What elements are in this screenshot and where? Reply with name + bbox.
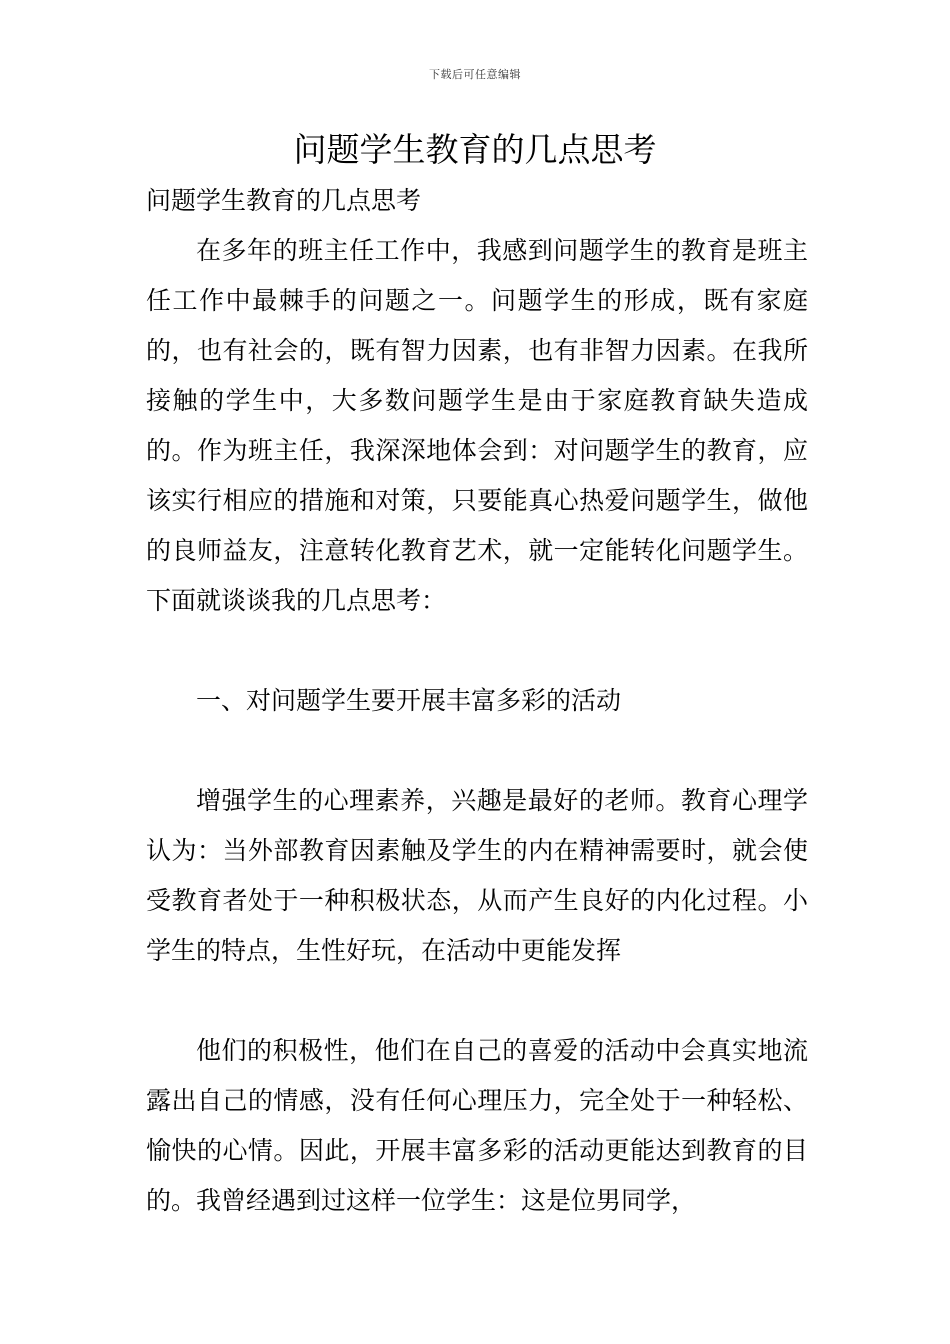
paragraph-intro: 在多年的班主任工作中，我感到问题学生的教育是班主任工作中最棘手的问题之一。问题学生的形成，既有家庭的，也有社会的，既有智力因素，也有非智力因素。在我所接触的学生中，大多数问题学生是由于家庭教育缺失造成的。作为班主任，我深深地体会到：对问题学生的教育，应该实行相应的措施和对策，只要能真心热爱问题学生，做他的良师益友，注意转化教育艺术，就一定能转化问题学生。下面就谈谈我的几点思考： <box>146 236 808 615</box>
document-body <box>146 176 808 1226</box>
page-header-note: 下载后可任意编辑 <box>429 68 521 81</box>
paragraph-section1-1: 增强学生的心理素养，兴趣是最好的老师。教育心理学认为：当外部教育因素触及学生的内在精神需要时，就会使受教育者处于一种积极状态，从而产生良好的内化过程。小学生的特点，生性好玩，在活动中更能发挥 <box>146 786 808 965</box>
paragraph-section1-2: 他们的积极性，他们在自己的喜爱的活动中会真实地流露出自己的情感，没有任何心理压力，完全处于一种轻松、愉快的心情。因此，开展丰富多彩的活动更能达到教育的目的。我曾经遇到过这样一位学生：这是位男同学， <box>146 1036 808 1215</box>
document-subtitle: 问题学生教育的几点思考 <box>146 186 422 215</box>
section-heading-1: 一、对问题学生要开展丰富多彩的活动 <box>196 686 622 715</box>
paragraph-gap <box>146 976 808 1026</box>
document-title: 问题学生教育的几点思考 <box>293 130 657 169</box>
paragraph-gap <box>146 726 808 776</box>
paragraph-gap <box>146 626 808 676</box>
